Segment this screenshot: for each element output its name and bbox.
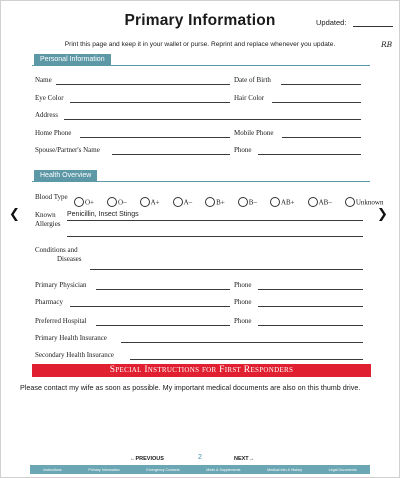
first-responders-heading: Special Instructions for First Responders bbox=[32, 364, 371, 377]
radio-circle[interactable] bbox=[270, 197, 280, 207]
home-phone-label: Home Phone bbox=[35, 129, 72, 137]
instruction-text: Print this page and keep it in your wallet or purse. Reprint and replace whenever you update. bbox=[64, 41, 336, 48]
secondary-insurance-label: Secondary Health Insurance bbox=[35, 351, 114, 359]
blood-type-option[interactable]: B– bbox=[238, 198, 257, 208]
blood-type-option[interactable]: AB+ bbox=[270, 198, 295, 208]
dob-label: Date of Birth bbox=[234, 76, 271, 84]
name-label: Name bbox=[35, 76, 52, 84]
next-link[interactable]: NEXT→ bbox=[234, 456, 255, 462]
blood-type-option[interactable]: Unknown bbox=[345, 198, 384, 208]
primary-insurance-label: Primary Health Insurance bbox=[35, 334, 107, 342]
preferred-hospital-label: Preferred Hospital bbox=[35, 317, 87, 325]
address-label: Address bbox=[35, 111, 58, 119]
secondary-insurance-field[interactable] bbox=[130, 359, 363, 360]
blood-type-options bbox=[74, 192, 383, 210]
spouse-phone-field[interactable] bbox=[258, 154, 361, 155]
radio-circle[interactable] bbox=[107, 197, 117, 207]
eye-color-field[interactable] bbox=[70, 102, 230, 103]
spouse-phone-label: Phone bbox=[234, 146, 252, 154]
primary-physician-label: Primary Physician bbox=[35, 281, 87, 289]
conditions-label: Conditions and bbox=[35, 246, 78, 254]
allergies-value[interactable]: Penicillin, Insect Stings bbox=[67, 211, 139, 218]
mobile-phone-label: Mobile Phone bbox=[234, 129, 274, 137]
nav-tab-meds-supplements[interactable]: Meds & Supplements bbox=[206, 467, 241, 472]
radio-circle[interactable] bbox=[205, 197, 215, 207]
pharmacy-phone-field[interactable] bbox=[258, 306, 363, 307]
allergies-field-line-2[interactable] bbox=[67, 236, 363, 237]
radio-circle[interactable] bbox=[140, 197, 150, 207]
radio-circle[interactable] bbox=[345, 197, 355, 207]
radio-circle[interactable] bbox=[238, 197, 248, 207]
nav-tab-instructions[interactable]: Instructions bbox=[43, 467, 62, 472]
previous-link[interactable]: ←PREVIOUS bbox=[130, 456, 164, 462]
eye-color-label: Eye Color bbox=[35, 94, 64, 102]
section-divider bbox=[32, 65, 370, 66]
nav-tab-legal-documents[interactable]: Legal Documents bbox=[328, 467, 357, 472]
pharmacy-label: Pharmacy bbox=[35, 298, 63, 306]
blood-type-label: Blood Type bbox=[35, 193, 68, 201]
nav-tab-medical-info-history[interactable]: Medical Info & History bbox=[267, 467, 303, 472]
radio-circle[interactable] bbox=[173, 197, 183, 207]
nav-tab-emergency-contacts[interactable]: Emergency Contacts bbox=[146, 467, 180, 472]
diseases-label: Diseases bbox=[57, 255, 82, 263]
spouse-name-field[interactable] bbox=[112, 154, 230, 155]
blood-type-option[interactable]: AB– bbox=[308, 198, 332, 208]
section-divider bbox=[32, 181, 370, 182]
hair-color-field[interactable] bbox=[272, 102, 361, 103]
conditions-field[interactable] bbox=[90, 269, 363, 270]
radio-circle[interactable] bbox=[308, 197, 318, 207]
page-title: Primary Information bbox=[124, 12, 276, 29]
physician-phone-label: Phone bbox=[234, 281, 252, 289]
nav-tab-primary-information[interactable]: Primary Information bbox=[88, 467, 120, 472]
bottom-nav-bar bbox=[30, 465, 370, 474]
blood-type-option[interactable]: A– bbox=[173, 198, 193, 208]
primary-physician-field[interactable] bbox=[96, 289, 230, 290]
dob-field[interactable] bbox=[281, 84, 361, 85]
allergies-label-known: Known bbox=[35, 211, 56, 219]
next-page-arrow-icon[interactable]: ❯ bbox=[377, 207, 388, 222]
allergies-label: Allergies bbox=[35, 220, 61, 228]
hospital-phone-field[interactable] bbox=[258, 325, 363, 326]
spouse-name-label: Spouse/Partner's Name bbox=[35, 146, 100, 154]
blood-type-option[interactable]: O– bbox=[107, 198, 127, 208]
radio-circle[interactable] bbox=[74, 197, 84, 207]
primary-insurance-field[interactable] bbox=[121, 342, 363, 343]
pharmacy-field[interactable] bbox=[70, 306, 230, 307]
updated-field[interactable] bbox=[353, 26, 393, 27]
personal-info-heading: Personal Information bbox=[34, 54, 111, 65]
hair-color-label: Hair Color bbox=[234, 94, 265, 102]
blood-type-option[interactable]: A+ bbox=[140, 198, 160, 208]
hospital-phone-label: Phone bbox=[234, 317, 252, 325]
home-phone-field[interactable] bbox=[80, 137, 230, 138]
blood-type-option[interactable]: B+ bbox=[205, 198, 225, 208]
page-number: 2 bbox=[198, 454, 202, 461]
updated-label: Updated: bbox=[316, 18, 347, 27]
mobile-phone-field[interactable] bbox=[282, 137, 361, 138]
physician-phone-field[interactable] bbox=[258, 289, 363, 290]
preferred-hospital-field[interactable] bbox=[96, 325, 230, 326]
handwritten-initials: RB bbox=[381, 40, 393, 49]
pharmacy-phone-label: Phone bbox=[234, 298, 252, 306]
name-field[interactable] bbox=[56, 84, 230, 85]
first-responders-note[interactable]: Please contact my wife as soon as possible. My important medical documents are also on this thumb drive. bbox=[20, 383, 361, 392]
blood-type-option[interactable]: O+ bbox=[74, 198, 94, 208]
previous-page-arrow-icon[interactable]: ❮ bbox=[9, 207, 20, 222]
health-overview-heading: Health Overview bbox=[34, 170, 97, 181]
address-field[interactable] bbox=[64, 119, 361, 120]
allergies-field-line[interactable] bbox=[67, 220, 363, 221]
